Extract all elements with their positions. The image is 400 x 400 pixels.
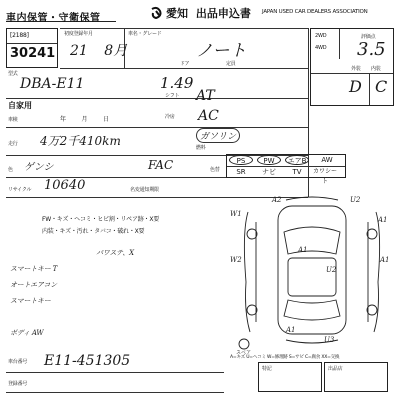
score-value: 3.5 (357, 39, 386, 60)
drive-2wd: 2WD (315, 33, 327, 39)
shift-value: AT (196, 88, 215, 104)
interior-grade: C (375, 77, 388, 96)
option-sr: SR (236, 168, 246, 176)
reg-month: 8月 (104, 43, 128, 59)
footer-box-1-label: 特記 (262, 366, 272, 372)
exterior-label: 外装 (351, 66, 361, 72)
note-5: ボディ AW (10, 329, 44, 337)
first-reg-label: 初度登録年月 (64, 31, 93, 37)
shift-label: シフト (165, 93, 180, 99)
form-title: 出品申込書 (195, 7, 251, 20)
option-navi: ナビ (262, 168, 276, 176)
model-code: DBA-E11 (20, 76, 85, 92)
color-label: 色 (8, 167, 13, 173)
damage-label-8: A1 (298, 246, 308, 254)
model-label: 車名・グレード (128, 31, 162, 37)
mileage-label: 走行 (8, 141, 18, 147)
option-pw: PW (257, 155, 281, 165)
footer-box-1 (258, 362, 322, 392)
lot-box: [2188] 30241 (6, 28, 58, 68)
header-logo (150, 5, 164, 19)
chassis-label: 車台番号 (8, 359, 28, 365)
note-3: オートエアコン (10, 281, 57, 289)
ac-value: AC (198, 108, 219, 124)
option-aw: AW (321, 156, 333, 164)
damage-label-9: U3 (324, 336, 335, 344)
chassis-number: E11-451305 (44, 353, 131, 369)
interior-label: 内装 (371, 66, 381, 72)
note-4: スマートキー (10, 297, 51, 305)
cert-label: 名変通知期限 (130, 187, 159, 193)
grade-box (310, 28, 394, 106)
note-1: パワステ、X (96, 249, 134, 257)
inspection-date: 年 月 日 (60, 116, 109, 123)
note-2: スマートキー T (10, 265, 58, 273)
type-label: 型式 (8, 71, 18, 77)
recycle-label: リサイクル (8, 187, 32, 193)
lot-number: 30241 (10, 46, 56, 61)
damage-label-4: A1 (378, 216, 388, 224)
footer-box-2 (324, 362, 388, 392)
equipment-box (226, 154, 346, 185)
int-line: 内装・キズ・汚れ・タバコ・破れ・X要 (42, 228, 145, 235)
mileage-value: 4万2千410km (40, 134, 121, 148)
owner-type: 自家用 (8, 101, 32, 110)
storage-stamp (6, 6, 116, 22)
association-name: JAPAN USED CAR DEALERS ASSOCIATION (262, 9, 368, 15)
reg-year: 21 (70, 43, 88, 59)
option-tv: TV (292, 168, 302, 176)
color-change-label: 色替 (210, 167, 220, 173)
damage-label-5: W2 (230, 256, 242, 264)
model-name: ノート (196, 41, 247, 61)
option-leather: カワシート (313, 168, 338, 185)
ac-label: 冷房 (165, 114, 175, 120)
recycle-value: 10640 (44, 178, 86, 193)
color-value: ゲンシ (24, 162, 54, 173)
color-code: FAC (148, 158, 174, 172)
damage-label-6: A1 (380, 256, 390, 264)
damage-label-3: U2 (350, 196, 361, 204)
storage-stamp-text: 車内保管・守衛保管 (6, 13, 101, 24)
notes-box (6, 206, 224, 342)
exterior-grade: D (349, 77, 362, 96)
fuel-value: ガソリン (196, 128, 240, 143)
fw-line: FW・キズ・ヘコミ・ヒビ割・リペア跡・X要 (42, 216, 160, 223)
lot-code: 2188 (12, 32, 27, 39)
damage-legend: A=キズ U=ヘコミ W=修理跡 S=サビ C=腐食 XX=交換 (230, 355, 340, 360)
damage-label-7: U2 (326, 266, 337, 274)
fuel-label: 燃料 (196, 145, 206, 151)
option-ps: PS (229, 155, 253, 165)
engine-size: 1.49 (160, 74, 194, 92)
inspection-label: 車検 (8, 117, 18, 123)
option-airbag: エアB (285, 155, 309, 165)
footer-box-2-label: 出品店 (328, 366, 343, 372)
spare-label: スペア (236, 350, 252, 356)
door-label: ドア (180, 61, 190, 67)
capacity-label: 定員 (226, 61, 236, 67)
logo-text: 愛知 (166, 7, 188, 20)
score-label: 評価点 (361, 34, 376, 40)
damage-diagram (228, 192, 396, 356)
registration-label: 登録番号 (8, 381, 28, 387)
aucnet-logo-icon (150, 6, 164, 20)
damage-label-2: W1 (230, 210, 242, 218)
drive-4wd: 4WD (315, 45, 327, 51)
damage-label-10: A1 (286, 326, 296, 334)
damage-label-1: A2 (272, 196, 282, 204)
